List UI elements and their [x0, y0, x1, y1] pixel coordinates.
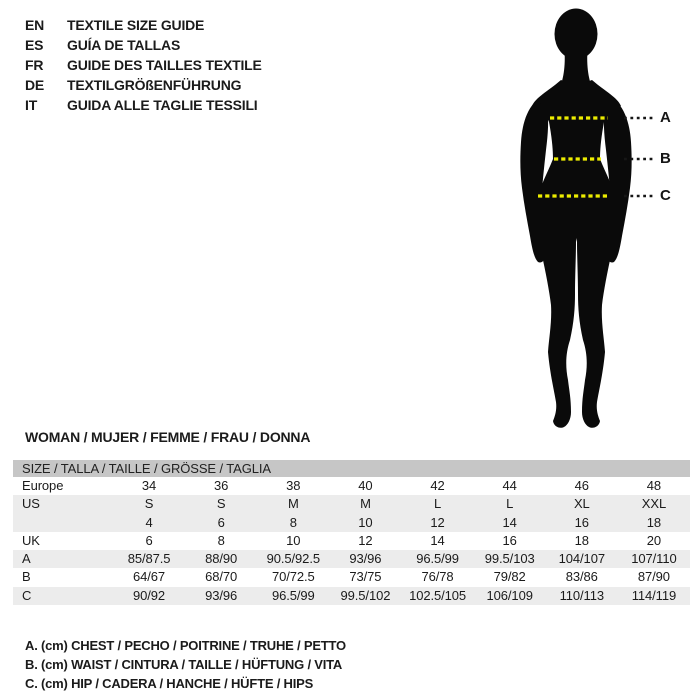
size-cell: 34 [141, 478, 157, 493]
row-label: UK [22, 532, 40, 548]
size-table-row-europe [13, 477, 690, 495]
language-code: FR [25, 57, 44, 73]
row-label: Europe [22, 478, 64, 493]
row-label [13, 514, 113, 532]
row-label: A [22, 551, 31, 567]
language-label: GUÍA DE TALLAS [67, 37, 181, 53]
legend-line-chest: A. (cm) CHEST / PECHO / POITRINE / TRUHE / PETTO [25, 638, 346, 653]
size-cell: 93/96 [205, 587, 238, 603]
size-cell: 18 [574, 532, 589, 548]
size-cell: S [216, 496, 226, 512]
section-title-woman: WOMAN / MUJER / FEMME / FRAU / DONNA [25, 429, 311, 445]
size-cell: 14 [430, 532, 445, 548]
marker-label-hip: C [660, 187, 671, 204]
size-cell: 10 [358, 514, 373, 530]
size-table-row-us [13, 495, 690, 513]
row-label: C [22, 587, 32, 603]
size-cell: 40 [358, 478, 373, 493]
size-cell: 73/75 [349, 569, 382, 585]
size-table-row-uk [13, 532, 690, 550]
language-row-es [25, 35, 262, 55]
legend-line-waist: B. (cm) WAIST / CINTURA / TAILLE / HÜFTUNG / VITA [25, 657, 343, 672]
size-cell: 93/96 [349, 551, 382, 567]
size-cell: L [506, 496, 514, 512]
size-cell: 96.5/99 [416, 551, 459, 567]
size-cell: M [287, 496, 299, 512]
size-cell: 90.5/92.5 [266, 551, 320, 567]
row-label: US [22, 496, 40, 512]
body-measurement-figure [450, 0, 700, 440]
marker-label-waist: B [660, 150, 671, 167]
measurement-legend [25, 636, 346, 693]
size-cell: 90/92 [133, 587, 166, 603]
language-code: DE [25, 77, 45, 93]
size-cell: 6 [145, 532, 153, 548]
size-table-row-c [13, 587, 690, 605]
size-cell: 102.5/105 [409, 587, 467, 603]
language-row-en [25, 15, 262, 35]
size-cell: 12 [430, 514, 445, 530]
size-cell: 83/86 [565, 569, 598, 585]
size-cell: 18 [646, 514, 662, 530]
language-code: EN [25, 17, 45, 33]
language-label: TEXTILGRÖßENFÜHRUNG [67, 77, 242, 93]
size-cell: 99.5/102 [340, 587, 391, 603]
size-cell: 76/78 [421, 569, 454, 585]
size-cell: 6 [217, 514, 225, 530]
size-cell: 110/113 [559, 587, 604, 603]
language-code: ES [25, 37, 44, 53]
language-row-it [25, 95, 262, 115]
size-table [13, 460, 690, 605]
size-cell: 14 [502, 514, 517, 530]
size-cell: S [144, 496, 154, 512]
size-cell: 4 [145, 514, 153, 530]
language-label: GUIDA ALLE TAGLIE TESSILI [67, 97, 258, 113]
size-cell: 8 [217, 532, 225, 548]
size-table-row-b [13, 568, 690, 586]
row-label: B [22, 569, 31, 585]
size-cell: 16 [574, 514, 589, 530]
size-cell: 104/107 [558, 551, 605, 567]
size-cell: 107/110 [631, 551, 677, 567]
size-cell: 8 [289, 514, 297, 530]
size-table-body [13, 477, 690, 605]
size-cell: 44 [502, 478, 517, 493]
size-cell: 106/109 [486, 587, 533, 603]
size-cell: 10 [286, 532, 301, 548]
size-cell: 85/87.5 [127, 551, 171, 567]
size-cell: 68/70 [205, 569, 238, 585]
size-cell: 16 [502, 532, 517, 548]
size-table-row-us-numeric [13, 514, 690, 532]
legend-line-hip: C. (cm) HIP / CADERA / HANCHE / HÜFTE / HIPS [25, 676, 314, 691]
language-row-fr [25, 55, 262, 75]
size-cell: M [360, 496, 371, 512]
size-cell: 20 [646, 532, 662, 548]
language-label: GUIDE DES TAILLES TEXTILE [67, 57, 262, 73]
size-cell: 48 [646, 478, 662, 493]
size-cell: 114/119 [631, 587, 677, 603]
size-cell: 46 [574, 478, 589, 493]
size-cell: L [433, 496, 442, 512]
size-cell: 96.5/99 [271, 587, 315, 603]
size-cell: 99.5/103 [484, 551, 535, 567]
size-cell: 87/90 [637, 569, 670, 585]
language-label: TEXTILE SIZE GUIDE [67, 17, 205, 33]
woman-silhouette-icon [450, 0, 700, 440]
size-cell: XL [573, 496, 590, 512]
size-cell: 79/82 [493, 569, 526, 585]
size-table-row-a [13, 550, 690, 568]
language-row-de [25, 75, 262, 95]
size-cell: XXL [641, 496, 667, 512]
size-cell: 36 [214, 478, 229, 493]
size-cell: 70/72.5 [271, 569, 315, 585]
language-list [25, 15, 262, 115]
size-table-header: SIZE / TALLA / TAILLE / GRÖSSE / TAGLIA [13, 460, 690, 477]
language-code: IT [25, 97, 38, 113]
size-cell: 64/67 [133, 569, 166, 585]
marker-label-chest: A [660, 109, 671, 126]
size-cell: 88/90 [205, 551, 238, 567]
size-cell: 38 [286, 478, 301, 493]
size-cell: 12 [358, 532, 373, 548]
size-cell: 42 [430, 478, 445, 493]
